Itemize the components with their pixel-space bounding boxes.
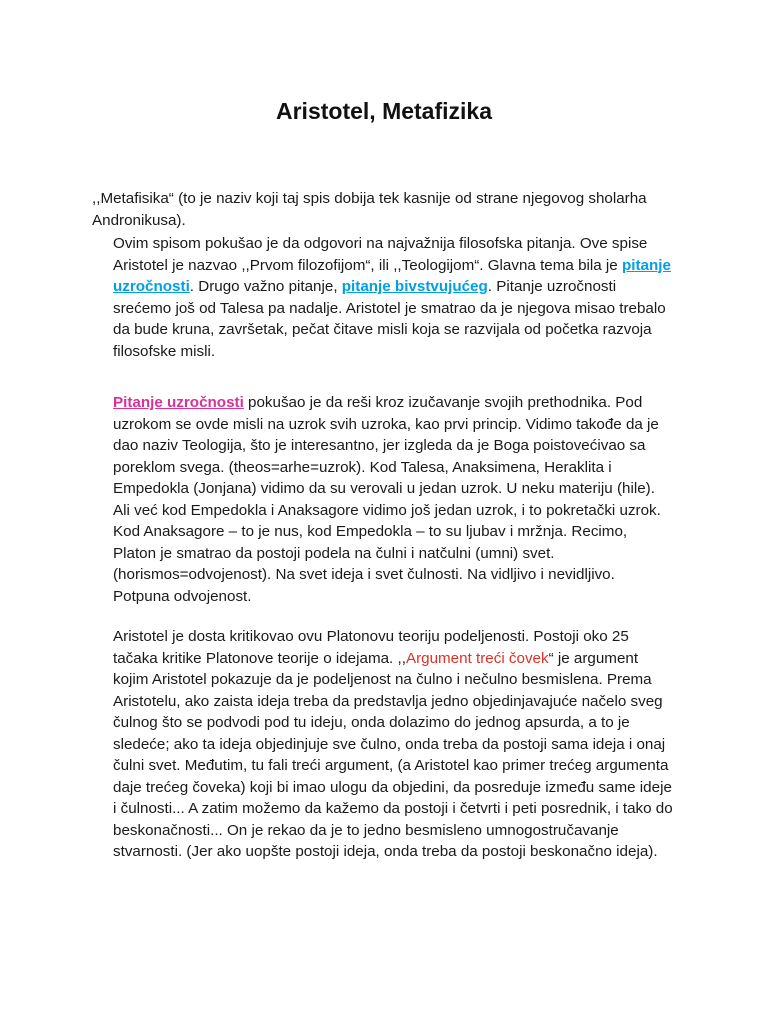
highlight-pitanje-uzrocnosti-pink: Pitanje uzročnosti [113,394,244,411]
paragraph-3-text-2: “ je argument kojim Aristotel pokazuje da je podeljenost na čulno i nečulno besmislena. Prema Aristotelu, ako zaista ideja treba da predstavlja jedno objedinjavajuće načelo sveg čulnog što se podvodi pod tu ideju, onda dolazimo do jednog apsurda, a to je sledeće; ako ta ideja objedinjuje sve čulno, onda treba da postoji sama ideja i onaj čulni svet. Međutim, tu fali treći argument, (a Aristotel kao primer trećeg argumenta daje trećeg čoveka) koji bi imao ulogu da objedini, da posreduje između same ideje i čulnosti... A zatim možemo da kažemo da postoji i četvrti i peti posrednik, i tako do beskonačnosti... On je rekao da je to jedno besmisleno umnogostručavanje stvarnosti. (Jer ako uopšte postoji ideja, onda treba da postoji beskonačno ideja). [113,649,673,860]
paragraph-3-text-1: Aristotel je dosta kritikovao ovu Platonovu teoriju podeljenosti. Postoji oko 25 tačaka kritike Platonove teorije o idejama. ,, [113,628,629,667]
paragraph-1-text-1: Ovim spisom pokušao je da odgovori na najvažnija filosofska pitanja. Ove spise Aristotel je nazvao ,,Prvom filozofijom“, ili ,,Teologijom“. Glavna tema bila je [113,235,648,274]
highlight-pitanje-uzrocnosti: pitanje uzročnosti [113,256,671,295]
paragraph-2-text: pokušao je da reši kroz izučavanje svojih prethodnika. Pod uzrokom se ovde misli na uzrok svih uzroka, kao prvi princip. Vidimo takođe da je dao naziv Teologija, što je interesantno, jer izgleda da je Boga poistovećivao sa poreklom svega. (theos=arhe=uzrok). Kod Talesa, Anaksimena, Heraklita i Empedokla (Jonjana) vidimo da su verovali u jedan uzrok. U neku materiju (hile). Ali već kod Empedokla i Anaksagore vidimo još jedan uzrok, i to pokretački uzrok. Kod Anaksagore – to je nus, kod Empedokla – to su ljubav i mržnja. Recimo, Platon je smatrao da postoji podela na čulni i natčulni (umni) svet. (horismos=odvojenost). Na svet ideja i svet čulnosti. Na vidljivo i nevidljivo. Potpuna odvojenost. [113,394,661,605]
highlight-pitanje-bivstvujuceg: pitanje bivstvujućeg [341,278,488,295]
highlight-argument-treci-covek: Argument treći čovek [405,649,549,667]
intro-paragraph: ,,Metafisika“ (to je naziv koji taj spis dobija tek kasnije od strane njegovog sholarha Andronikusa). [92,190,647,229]
paragraph-1-text-3: . Pitanje uzročnosti srećemo još od Talesa pa nadalje. Aristotel je smatrao da je njegova misao trebalo da bude kruna, završetak, pečat čitave misli koja se razvijala od početka razvoja filosofske misli. [113,278,666,360]
paragraph-1 [113,233,673,362]
paragraph-1-text-2: . Drugo važno pitanje, [189,278,342,295]
paragraph-2 [113,392,673,607]
document-title: Aristotel, Metafizika [276,98,492,124]
paragraph-3 [113,626,673,863]
